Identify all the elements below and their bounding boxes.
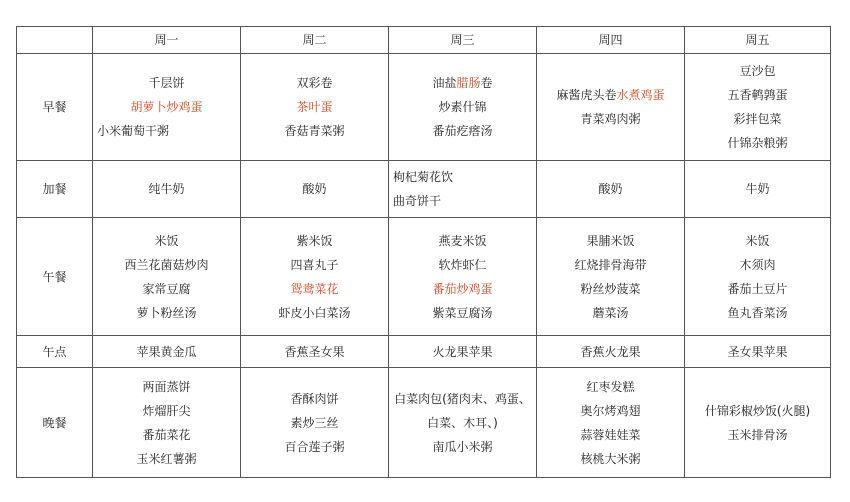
day-header-thu: 周四 — [537, 27, 685, 54]
menu-item: 什锦杂粮粥 — [727, 136, 788, 150]
menu-item-highlight: 茶叶蛋 — [296, 100, 333, 114]
afternoon-thu: 香蕉火龙果 — [537, 336, 685, 368]
menu-item: 紫菜豆腐汤 — [432, 305, 493, 320]
lunch-fri — [685, 218, 831, 336]
menu-item: 什锦彩椒炒饭(火腿) — [704, 403, 811, 418]
meal-label-lunch: 午餐 — [17, 218, 93, 336]
snack-row — [17, 161, 831, 218]
dinner-row — [17, 368, 831, 478]
menu-item: 白菜肉包(猪肉末、鸡蛋、 — [394, 391, 531, 406]
menu-item: 曲奇饼干 — [393, 194, 442, 208]
afternoon-tue: 香蕉圣女果 — [241, 336, 389, 368]
menu-item: 炸熘肝尖 — [142, 403, 191, 418]
day-header-wed: 周三 — [389, 27, 537, 54]
menu-item: 奥尔烤鸡翅 — [580, 403, 641, 418]
menu-item: 彩拌包菜 — [733, 112, 782, 126]
menu-item: 玉米红薯粥 — [136, 451, 197, 466]
menu-item: 四喜丸子 — [290, 257, 339, 272]
meal-label-snack: 加餐 — [17, 161, 93, 218]
dinner-fri — [685, 368, 831, 478]
menu-item: 千层饼 — [148, 76, 185, 90]
lunch-wed — [389, 218, 537, 336]
snack-mon: 纯牛奶 — [93, 161, 241, 218]
snack-fri: 牛奶 — [685, 161, 831, 218]
menu-item: 枸杞菊花饮 — [393, 170, 454, 184]
menu-item: 麻酱虎头卷水煮鸡蛋 — [556, 88, 665, 102]
menu-item: 五香鹌鹑蛋 — [727, 88, 788, 102]
afternoon-row — [17, 336, 831, 368]
menu-item: 虾皮小白菜汤 — [278, 305, 351, 320]
afternoon-mon: 苹果黄金瓜 — [93, 336, 241, 368]
meal-label-afternoon: 午点 — [17, 336, 93, 368]
menu-item: 两面蒸饼 — [142, 379, 191, 394]
corner-cell — [17, 27, 93, 54]
menu-item: 粉丝炒菠菜 — [580, 281, 641, 296]
dinner-wed — [389, 368, 537, 478]
breakfast-mon — [93, 54, 241, 161]
menu-item: 红烧排骨海带 — [574, 257, 647, 272]
menu-item: 软炸虾仁 — [438, 257, 487, 272]
menu-item: 米饭 — [745, 233, 770, 248]
menu-item: 炒素什锦 — [438, 100, 487, 114]
menu-item: 鱼丸香菜汤 — [727, 305, 788, 320]
lunch-mon — [93, 218, 241, 336]
menu-item: 蘑菜汤 — [592, 305, 629, 320]
lunch-thu — [537, 218, 685, 336]
breakfast-row — [17, 54, 831, 161]
menu-item: 番茄菜花 — [142, 427, 191, 442]
menu-item: 木须肉 — [739, 257, 776, 272]
menu-item: 果脯米饭 — [586, 233, 635, 248]
breakfast-fri — [685, 54, 831, 161]
menu-item: 素炒三丝 — [290, 415, 339, 430]
day-header-tue: 周二 — [241, 27, 389, 54]
menu-item: 南瓜小米粥 — [432, 439, 493, 454]
dinner-tue — [241, 368, 389, 478]
menu-item: 双彩卷 — [296, 76, 333, 90]
lunch-row — [17, 218, 831, 336]
header-row — [17, 27, 831, 54]
day-header-fri: 周五 — [685, 27, 831, 54]
menu-item: 小米葡萄干粥 — [97, 124, 170, 138]
weekly-menu-table — [16, 26, 831, 478]
menu-item: 番茄土豆片 — [727, 281, 788, 296]
menu-item: 青菜鸡肉粥 — [580, 112, 641, 126]
menu-item: 番茄疙瘩汤 — [432, 124, 493, 138]
menu-item: 紫米饭 — [296, 233, 333, 248]
breakfast-thu — [537, 54, 685, 161]
menu-item-highlight: 鸳鸯菜花 — [290, 281, 339, 296]
meal-label-breakfast: 早餐 — [17, 54, 93, 161]
menu-item-highlight: 胡萝卜炒鸡蛋 — [130, 100, 203, 114]
breakfast-tue — [241, 54, 389, 161]
snack-tue: 酸奶 — [241, 161, 389, 218]
menu-item: 红枣发糕 — [586, 379, 635, 394]
menu-item: 家常豆腐 — [142, 281, 191, 296]
menu-item: 香菇青菜粥 — [284, 124, 345, 138]
menu-item: 米饭 — [154, 233, 179, 248]
menu-item: 蒜蓉娃娃菜 — [580, 427, 641, 442]
menu-item: 核桃大米粥 — [580, 451, 641, 466]
afternoon-wed: 火龙果苹果 — [389, 336, 537, 368]
menu-item: 燕麦米饭 — [438, 233, 487, 248]
lunch-tue — [241, 218, 389, 336]
snack-wed — [389, 161, 537, 218]
day-header-mon: 周一 — [93, 27, 241, 54]
breakfast-wed — [389, 54, 537, 161]
menu-item: 油盐腊肠卷 — [432, 76, 493, 90]
afternoon-fri: 圣女果苹果 — [685, 336, 831, 368]
menu-item: 白菜、木耳、) — [427, 415, 498, 430]
menu-item: 萝卜粉丝汤 — [136, 305, 197, 320]
meal-label-dinner: 晚餐 — [17, 368, 93, 478]
menu-item-highlight: 水煮鸡蛋 — [616, 88, 665, 102]
menu-item: 西兰花菌菇炒肉 — [124, 257, 209, 272]
menu-item: 香酥肉饼 — [290, 391, 339, 406]
snack-thu: 酸奶 — [537, 161, 685, 218]
menu-item: 玉米排骨汤 — [727, 427, 788, 442]
menu-item-highlight: 腊肠 — [456, 76, 481, 90]
menu-item-highlight: 番茄炒鸡蛋 — [432, 281, 493, 296]
menu-item: 豆沙包 — [739, 64, 776, 78]
menu-item: 百合莲子粥 — [284, 439, 345, 454]
dinner-thu — [537, 368, 685, 478]
dinner-mon — [93, 368, 241, 478]
